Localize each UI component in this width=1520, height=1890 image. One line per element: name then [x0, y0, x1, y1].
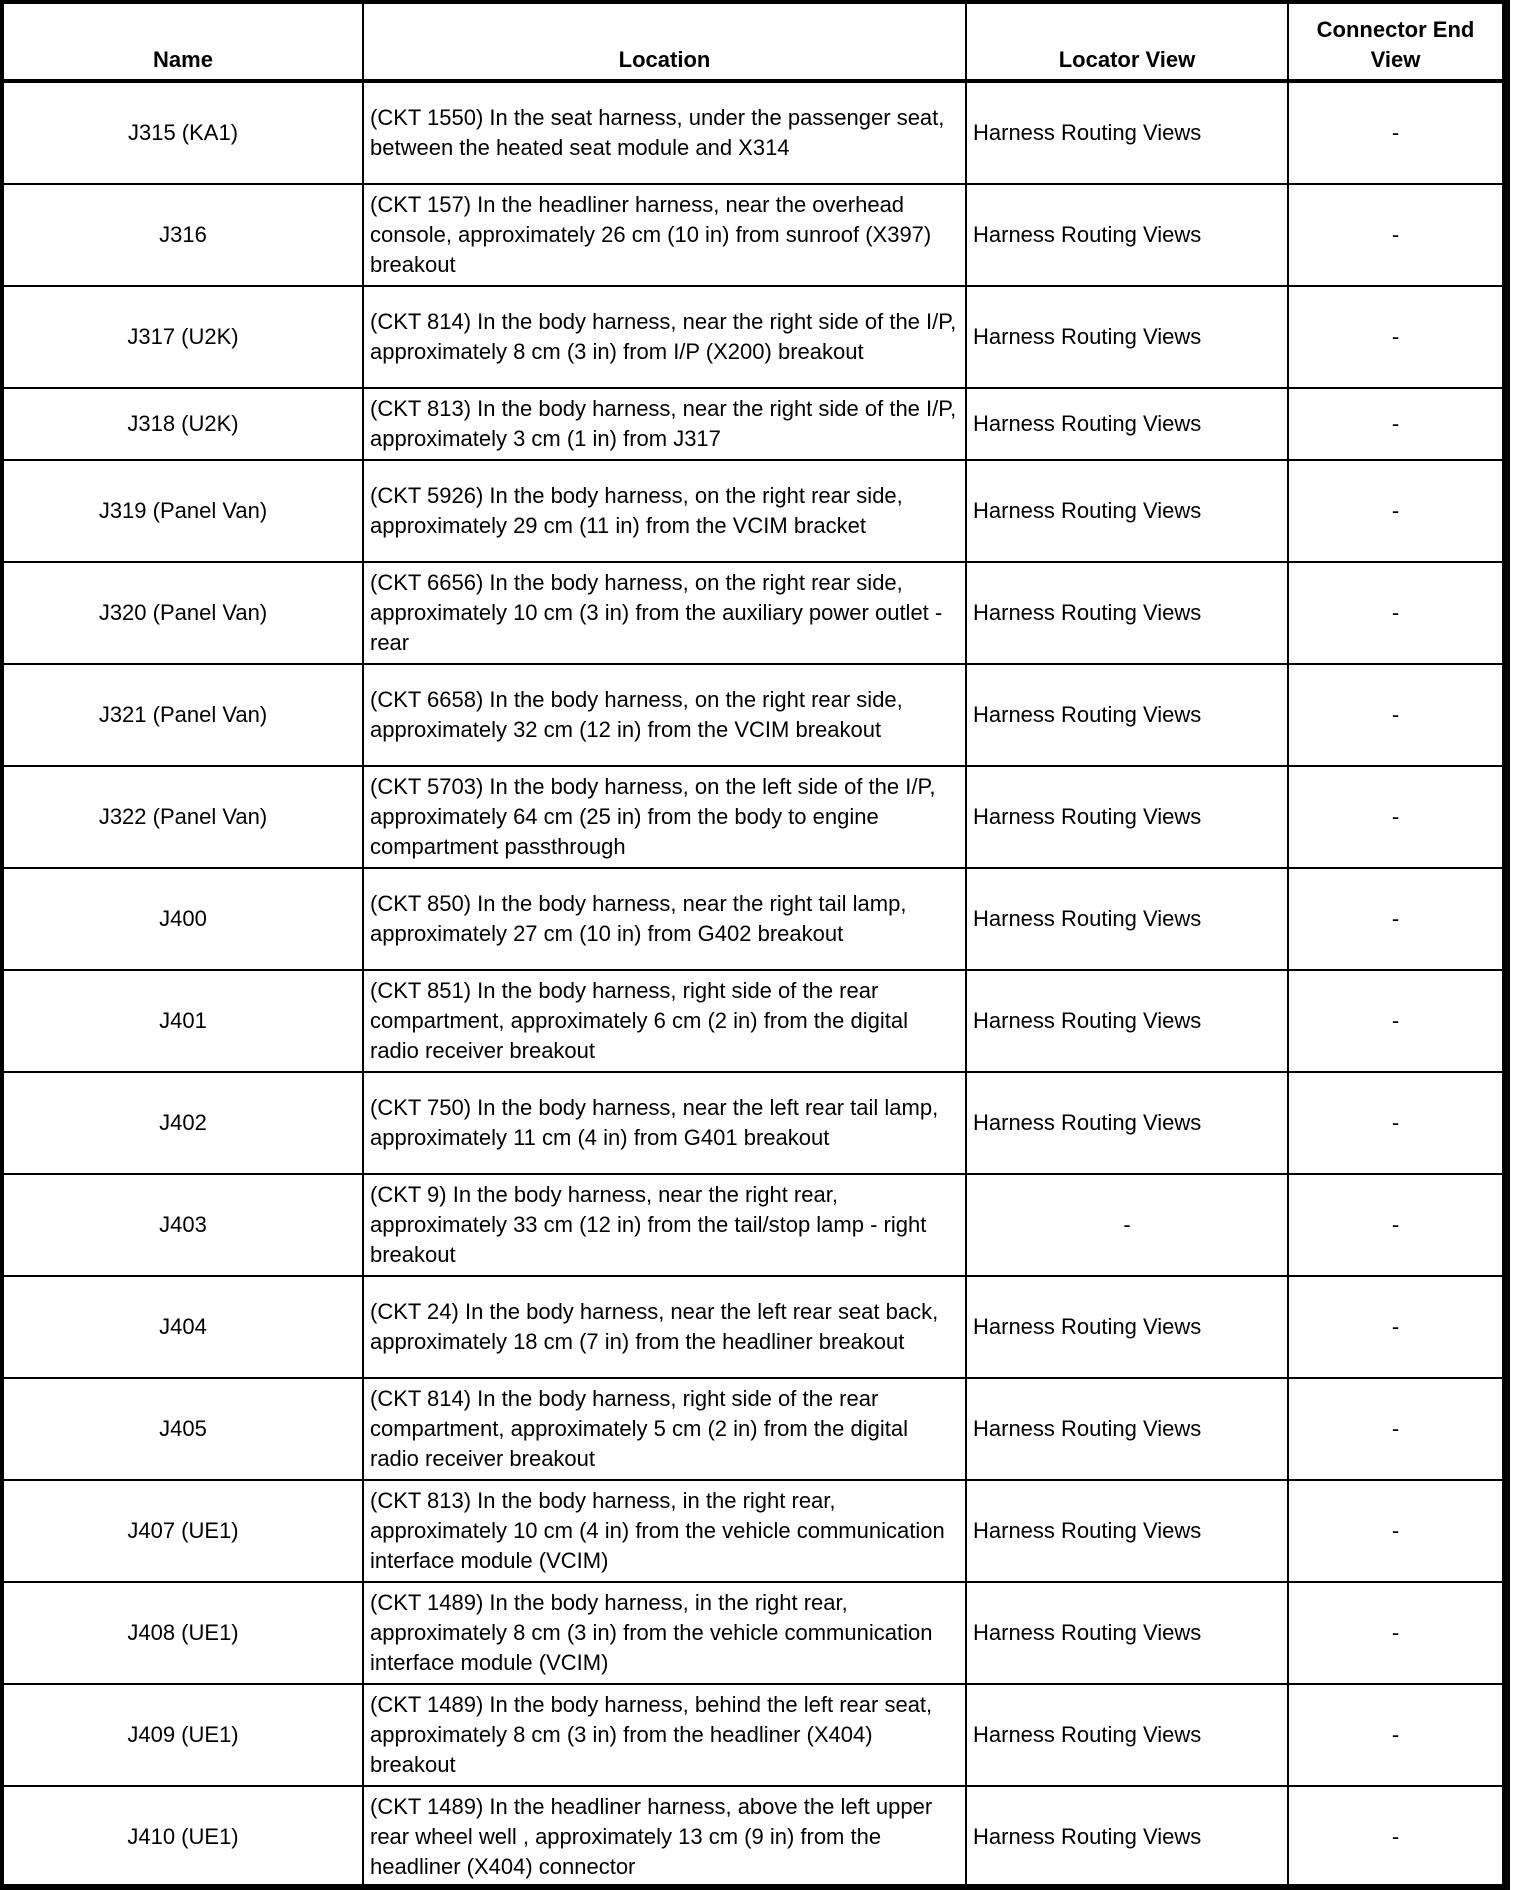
table-row [3, 1072, 1503, 1174]
cell-connector-end-view: - [1288, 460, 1503, 562]
cell-locator-view[interactable]: Harness Routing Views [966, 1072, 1288, 1174]
table-row [3, 1174, 1503, 1276]
cell-locator-view[interactable]: Harness Routing Views [966, 970, 1288, 1072]
cell-connector-end-view: - [1288, 664, 1503, 766]
cell-location: (CKT 1489) In the headliner harness, above the left upper rear wheel well , approximately 13 cm (9 in) from the headliner (X404) connector [363, 1786, 966, 1888]
cell-locator-view[interactable]: Harness Routing Views [966, 1582, 1288, 1684]
cell-name: J320 (Panel Van) [3, 562, 363, 664]
table-header-row [3, 3, 1503, 81]
cell-locator-view[interactable]: Harness Routing Views [966, 1684, 1288, 1786]
cell-location: (CKT 851) In the body harness, right side of the rear compartment, approximately 6 cm (2 in) from the digital radio receiver breakout [363, 970, 966, 1072]
cell-location: (CKT 814) In the body harness, near the right side of the I/P, approximately 8 cm (3 in) from I/P (X200) breakout [363, 286, 966, 388]
cell-name: J318 (U2K) [3, 388, 363, 460]
cell-name: J405 [3, 1378, 363, 1480]
cell-location: (CKT 24) In the body harness, near the left rear seat back, approximately 18 cm (7 in) from the headliner breakout [363, 1276, 966, 1378]
table-row [3, 970, 1503, 1072]
table-row [3, 562, 1503, 664]
cell-locator-view[interactable]: Harness Routing Views [966, 460, 1288, 562]
cell-name: J404 [3, 1276, 363, 1378]
cell-connector-end-view: - [1288, 1072, 1503, 1174]
header-location: Location [363, 3, 966, 81]
cell-name: J400 [3, 868, 363, 970]
cell-connector-end-view: - [1288, 81, 1503, 184]
cell-locator-view[interactable]: Harness Routing Views [966, 286, 1288, 388]
cell-name: J319 (Panel Van) [3, 460, 363, 562]
cell-name: J322 (Panel Van) [3, 766, 363, 868]
cell-location: (CKT 814) In the body harness, right side of the rear compartment, approximately 5 cm (2 in) from the digital radio receiver breakout [363, 1378, 966, 1480]
cell-name: J315 (KA1) [3, 81, 363, 184]
cell-locator-view[interactable]: Harness Routing Views [966, 1480, 1288, 1582]
table-row [3, 1786, 1503, 1888]
cell-connector-end-view: - [1288, 286, 1503, 388]
cell-connector-end-view: - [1288, 1786, 1503, 1888]
cell-location: (CKT 6656) In the body harness, on the right rear side, approximately 10 cm (3 in) from the auxiliary power outlet - rear [363, 562, 966, 664]
cell-location: (CKT 813) In the body harness, near the right side of the I/P, approximately 3 cm (1 in) from J317 [363, 388, 966, 460]
cell-name: J401 [3, 970, 363, 1072]
cell-locator-view: - [966, 1174, 1288, 1276]
cell-location: (CKT 5926) In the body harness, on the right rear side, approximately 29 cm (11 in) from the VCIM bracket [363, 460, 966, 562]
table-row [3, 664, 1503, 766]
cell-connector-end-view: - [1288, 388, 1503, 460]
table-row [3, 184, 1503, 286]
cell-connector-end-view: - [1288, 766, 1503, 868]
cell-name: J408 (UE1) [3, 1582, 363, 1684]
cell-name: J402 [3, 1072, 363, 1174]
table-row [3, 868, 1503, 970]
table-row [3, 1480, 1503, 1582]
cell-connector-end-view: - [1288, 868, 1503, 970]
cell-name: J403 [3, 1174, 363, 1276]
cell-locator-view[interactable]: Harness Routing Views [966, 184, 1288, 286]
cell-location: (CKT 850) In the body harness, near the right tail lamp, approximately 27 cm (10 in) from G402 breakout [363, 868, 966, 970]
cell-locator-view[interactable]: Harness Routing Views [966, 81, 1288, 184]
cell-location: (CKT 5703) In the body harness, on the left side of the I/P, approximately 64 cm (25 in) from the body to engine compartment passthrough [363, 766, 966, 868]
cell-connector-end-view: - [1288, 1378, 1503, 1480]
table-row [3, 1582, 1503, 1684]
cell-locator-view[interactable]: Harness Routing Views [966, 766, 1288, 868]
table-body [3, 81, 1503, 1888]
cell-locator-view[interactable]: Harness Routing Views [966, 1276, 1288, 1378]
cell-connector-end-view: - [1288, 184, 1503, 286]
header-name: Name [3, 3, 363, 81]
cell-name: J407 (UE1) [3, 1480, 363, 1582]
cell-locator-view[interactable]: Harness Routing Views [966, 868, 1288, 970]
cell-location: (CKT 1489) In the body harness, in the right rear, approximately 8 cm (3 in) from the vehicle communication interface module (VCIM) [363, 1582, 966, 1684]
cell-locator-view[interactable]: Harness Routing Views [966, 664, 1288, 766]
cell-name: J410 (UE1) [3, 1786, 363, 1888]
cell-location: (CKT 750) In the body harness, near the left rear tail lamp, approximately 11 cm (4 in) from G401 breakout [363, 1072, 966, 1174]
cell-location: (CKT 9) In the body harness, near the right rear, approximately 33 cm (12 in) from the tail/stop lamp - right breakout [363, 1174, 966, 1276]
cell-location: (CKT 813) In the body harness, in the right rear, approximately 10 cm (4 in) from the vehicle communication interface module (VCIM) [363, 1480, 966, 1582]
splice-location-table [2, 2, 1504, 1889]
cell-locator-view[interactable]: Harness Routing Views [966, 562, 1288, 664]
table-row [3, 81, 1503, 184]
cell-connector-end-view: - [1288, 970, 1503, 1072]
cell-name: J409 (UE1) [3, 1684, 363, 1786]
cell-locator-view[interactable]: Harness Routing Views [966, 1786, 1288, 1888]
table-row [3, 388, 1503, 460]
cell-connector-end-view: - [1288, 1276, 1503, 1378]
cell-locator-view[interactable]: Harness Routing Views [966, 1378, 1288, 1480]
table-row [3, 1684, 1503, 1786]
table-row [3, 1378, 1503, 1480]
table-row [3, 766, 1503, 868]
cell-connector-end-view: - [1288, 1480, 1503, 1582]
header-locator-view: Locator View [966, 3, 1288, 81]
table-row [3, 460, 1503, 562]
header-connector-end-view: Connector End View [1288, 3, 1503, 81]
table-row [3, 1276, 1503, 1378]
cell-name: J321 (Panel Van) [3, 664, 363, 766]
cell-name: J316 [3, 184, 363, 286]
cell-location: (CKT 157) In the headliner harness, near the overhead console, approximately 26 cm (10 in) from sunroof (X397) breakout [363, 184, 966, 286]
cell-location: (CKT 6658) In the body harness, on the right rear side, approximately 32 cm (12 in) from the VCIM breakout [363, 664, 966, 766]
cell-location: (CKT 1550) In the seat harness, under the passenger seat, between the heated seat module and X314 [363, 81, 966, 184]
cell-connector-end-view: - [1288, 562, 1503, 664]
cell-connector-end-view: - [1288, 1174, 1503, 1276]
cell-location: (CKT 1489) In the body harness, behind the left rear seat, approximately 8 cm (3 in) from the headliner (X404) breakout [363, 1684, 966, 1786]
cell-connector-end-view: - [1288, 1684, 1503, 1786]
cell-connector-end-view: - [1288, 1582, 1503, 1684]
table-row [3, 286, 1503, 388]
cell-locator-view[interactable]: Harness Routing Views [966, 388, 1288, 460]
cell-name: J317 (U2K) [3, 286, 363, 388]
